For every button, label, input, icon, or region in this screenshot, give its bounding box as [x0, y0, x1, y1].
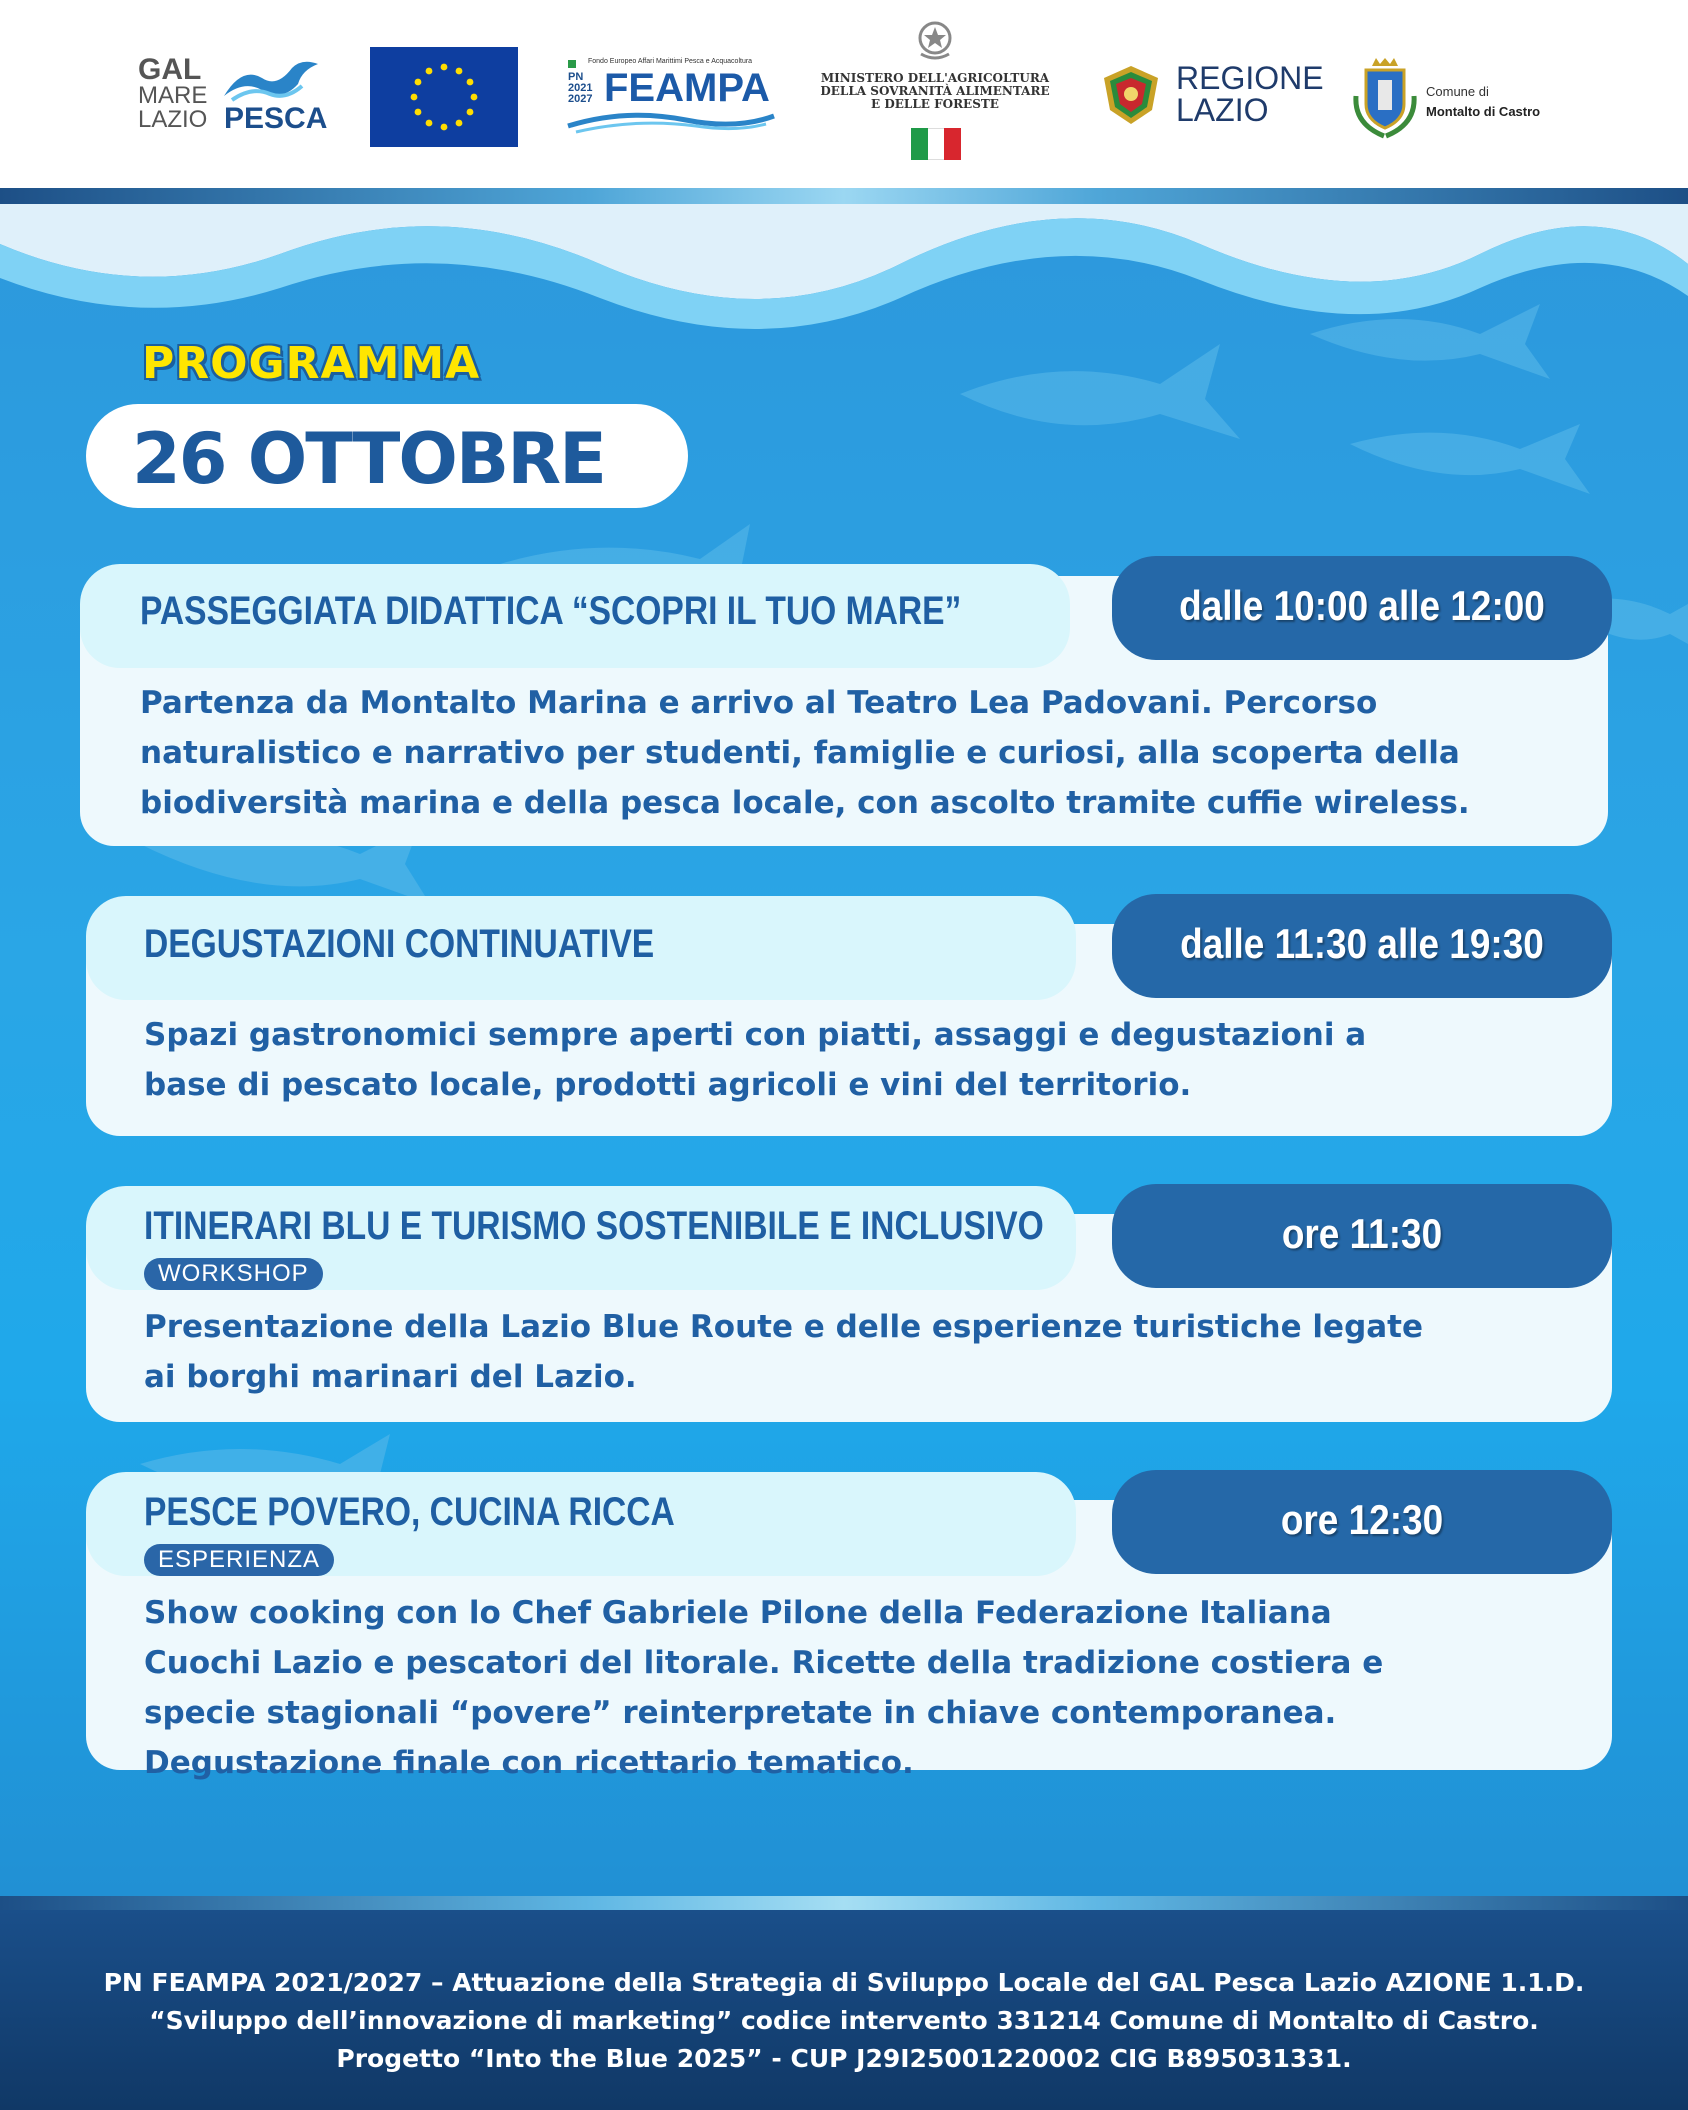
gal-pesca-logo	[138, 53, 328, 140]
feampa-year-start: 2021	[568, 82, 593, 94]
regione-line1: REGIONE	[1176, 60, 1324, 96]
event-title: DEGUSTAZIONI CONTINUATIVE	[144, 922, 655, 966]
event-date: 26 OTTOBRE	[132, 418, 605, 500]
ministero-logo	[820, 18, 1050, 163]
program-label: PROGRAMMA	[142, 338, 481, 389]
event-description-line: base di pescato locale, prodotti agricoli e vini del territorio.	[144, 1067, 1192, 1103]
event-description-line: Degustazione finale con ricettario tematico.	[144, 1745, 914, 1781]
eu-stars-icon	[370, 47, 518, 147]
comune-logo	[1350, 56, 1570, 140]
ministero-line1: MINISTERO DELL'AGRICOLTURA	[820, 71, 1050, 85]
comune-crest-icon	[1350, 56, 1420, 140]
bottom-divider	[0, 1896, 1688, 1910]
wave-icon	[222, 56, 322, 102]
italy-mini-flag-icon	[568, 60, 576, 68]
event-tag: ESPERIENZA	[144, 1544, 334, 1576]
gal-lazio-text: LAZIO	[138, 106, 208, 133]
event-description-line: naturalistico e narrativo per studenti, famiglie e curiosi, alla scoperta della	[140, 735, 1460, 771]
event-tag: WORKSHOP	[144, 1258, 323, 1290]
feampa-subtitle: Fondo Europeo Affari Marittimi Pesca e Acquacoltura	[588, 58, 753, 65]
event-description-line: specie stagionali “povere” reinterpretate in chiave contemporanea.	[144, 1695, 1337, 1731]
feampa-name: FEAMPA	[604, 66, 770, 110]
event-description-line: Show cooking con lo Chef Gabriele Pilone della Federazione Italiana	[144, 1595, 1332, 1631]
ministero-line3: E DELLE FORESTE	[871, 97, 999, 111]
event-description-line: biodiversità marina e della pesca locale, con ascolto tramite cuffie wireless.	[140, 785, 1470, 821]
regione-shield-icon	[1102, 64, 1160, 126]
event-description-line: Cuochi Lazio e pescatori del litorale. Ricette della tradizione costiera e	[144, 1645, 1384, 1681]
event-time: ore 11:30	[1281, 1210, 1443, 1257]
footer-line: Progetto “Into the Blue 2025” - CUP J29I25001220002 CIG B895031331.	[336, 2044, 1352, 2073]
regione-line2: LAZIO	[1176, 92, 1269, 128]
pesca-text: PESCA	[224, 102, 328, 135]
event-time: dalle 11:30 alle 19:30	[1180, 920, 1544, 967]
event-description-line: Presentazione della Lazio Blue Route e delle esperienze turistiche legate	[144, 1309, 1424, 1345]
feampa-logo	[566, 60, 776, 134]
footer-line: “Sviluppo dell’innovazione di marketing” codice intervento 331214 Comune di Montalto di Castro.	[149, 2006, 1539, 2035]
footer-line: PN FEAMPA 2021/2027 – Attuazione della Strategia di Sviluppo Locale del GAL Pesca Lazio AZIONE 1.1.D.	[103, 1968, 1585, 1997]
regione-lazio-logo	[1102, 60, 1324, 132]
ministero-line2: DELLA SOVRANITÀ ALIMENTARE	[820, 84, 1050, 98]
feampa-wave-icon	[566, 110, 776, 134]
comune-line2: Montalto di Castro	[1426, 104, 1541, 119]
italian-flag-icon	[911, 128, 961, 160]
feampa-year-end: 2027	[568, 93, 593, 105]
event-time: ore 12:30	[1280, 1496, 1444, 1543]
footer	[0, 1910, 1688, 2110]
event-title: ITINERARI BLU E TURISMO SOSTENIBILE E INCLUSIVO	[144, 1204, 1044, 1248]
event-title: PESCE POVERO, CUCINA RICCA	[144, 1490, 675, 1534]
event-description-line: ai borghi marinari del Lazio.	[144, 1359, 637, 1395]
comune-line1: Comune di	[1426, 84, 1489, 99]
program-section	[0, 204, 1688, 1896]
event-time: dalle 10:00 alle 12:00	[1179, 582, 1545, 629]
gal-text: GAL	[138, 53, 202, 86]
event-description-line: Spazi gastronomici sempre aperti con piatti, assaggi e degustazioni a	[144, 1017, 1367, 1053]
top-divider	[0, 188, 1688, 204]
emblem-icon	[915, 18, 955, 62]
event-title: PASSEGGIATA DIDATTICA “SCOPRI IL TUO MARE”	[140, 589, 962, 633]
eu-flag-logo	[370, 47, 518, 147]
gal-mare-text: MARE	[138, 82, 208, 109]
logo-bar	[0, 0, 1688, 190]
event-description-line: Partenza da Montalto Marina e arrivo al Teatro Lea Padovani. Percorso	[140, 685, 1378, 721]
feampa-pn: PN	[568, 71, 584, 83]
